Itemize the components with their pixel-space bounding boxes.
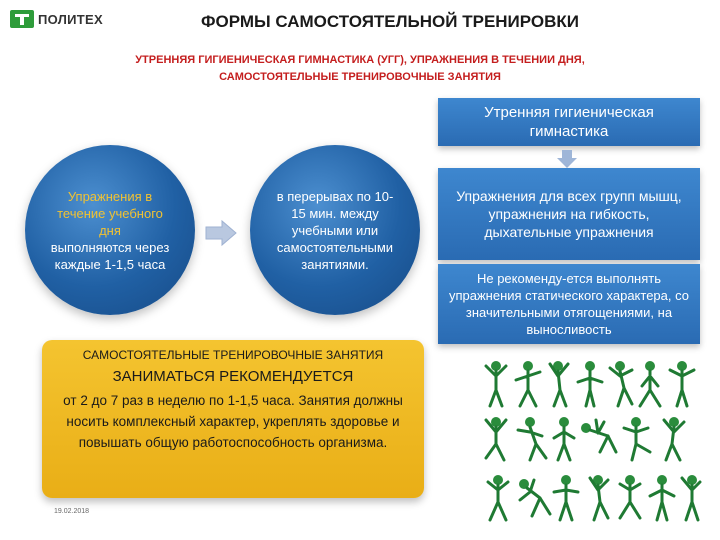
slide-subtitle <box>40 52 680 86</box>
slide-date: 19.02.2018 <box>54 508 90 515</box>
slide-title: ФОРМЫ САМОСТОЯТЕЛЬНОЙ ТРЕНИРОВКИ <box>200 12 579 31</box>
circle-breaks-text: в перерывах по 10-15 мин. между учебными или самостоятельными занятиями. <box>276 188 394 272</box>
not-recommended-text: Не рекоменду-ется выполнять упражнения статического характера, со значительными отягощениями, на выносливость <box>448 271 689 337</box>
morning-gymnastics-header <box>438 98 700 146</box>
exercise-types-box <box>438 168 700 260</box>
circle-during-day <box>25 145 195 315</box>
not-recommended-box <box>438 264 700 344</box>
figure-row-1 <box>486 361 694 406</box>
circle-during-day-body: выполняются через каждые 1-1,5 часа <box>50 239 170 272</box>
arrow-right-icon <box>204 219 238 247</box>
arrow-down-icon <box>557 150 577 168</box>
figure-row-2 <box>486 417 684 460</box>
logo-text: ПОЛИТЕХ <box>38 12 103 27</box>
independent-training-box <box>42 340 424 498</box>
exercise-types-text: Упражнения для всех групп мышц, упражнения на гибкость, дыхательные упражнения <box>456 188 682 240</box>
figure-row-3 <box>488 475 700 520</box>
independent-training-heading: САМОСТОЯТЕЛЬНЫЕ ТРЕНИРОВОЧНЫЕ ЗАНЯТИЯ <box>82 348 384 362</box>
subtitle-line-1: УТРЕННЯЯ ГИГИЕНИЧЕСКАЯ ГИМНАСТИКА (УГГ), УПРАЖНЕНИЯ В ТЕЧЕНИИ ДНЯ, <box>135 54 585 66</box>
exercise-figures-illustration <box>478 358 710 528</box>
circle-during-day-text <box>50 188 170 273</box>
circle-during-day-heading: Упражнения в течение учебного дня <box>57 188 163 238</box>
subtitle-line-2: САМОСТОЯТЕЛЬНЫЕ ТРЕНИРОВОЧНЫЕ ЗАНЯТИЯ <box>219 71 501 83</box>
morning-gymnastics-label: Утренняя гигиеническая гимнастика <box>484 104 654 140</box>
recommended-subheading: ЗАНИМАТЬСЯ РЕКОМЕНДУЕТСЯ <box>112 368 354 385</box>
circle-breaks <box>250 145 420 315</box>
independent-training-body: от 2 до 7 раз в неделю по 1-1,5 часа. Занятия должны носить комплексный характер, укреплять здоровье и повышать общую работоспособность организма. <box>63 393 403 450</box>
